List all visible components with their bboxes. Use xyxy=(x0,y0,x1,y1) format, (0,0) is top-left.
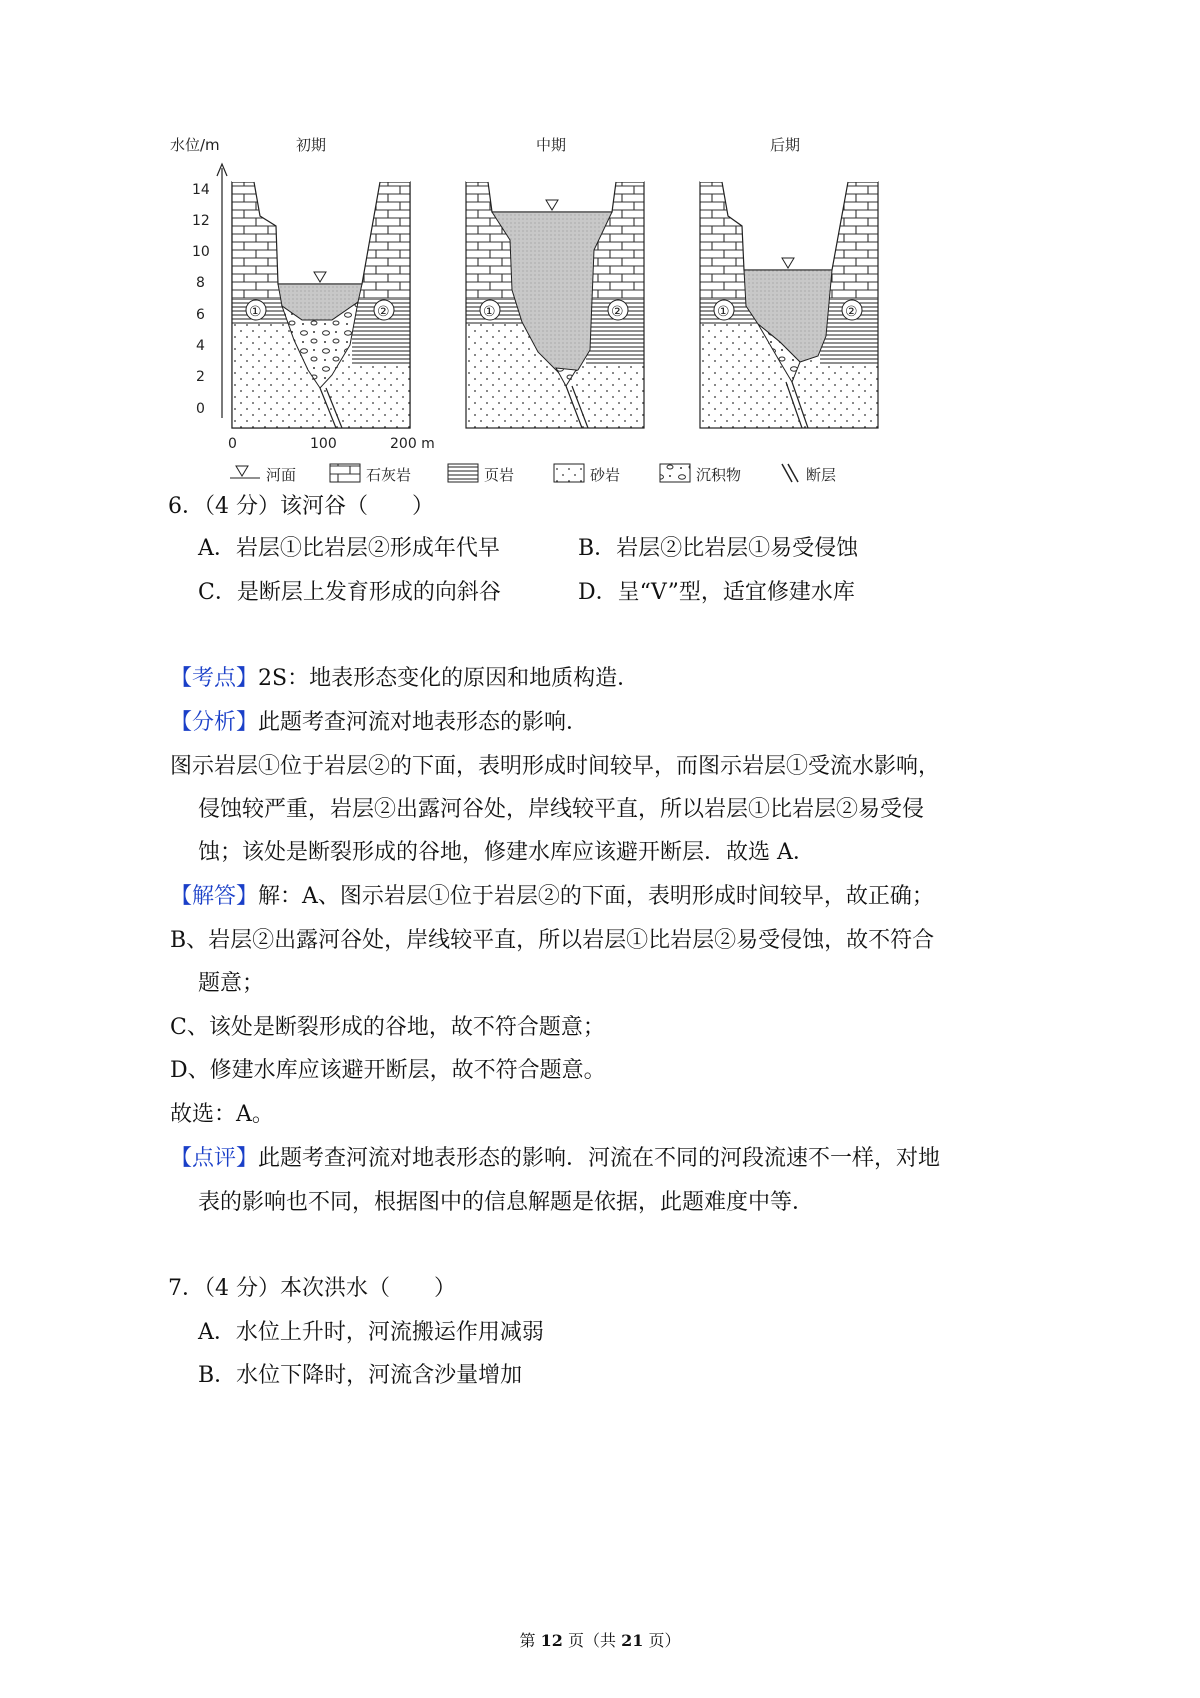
q7-option-b: B．水位下降时，河流含沙量增加 xyxy=(198,1363,523,1388)
legend-river-surface-icon xyxy=(230,466,260,478)
y-tick: 0 xyxy=(196,401,205,417)
footer-mid: 页（共 xyxy=(562,1631,622,1650)
analysis-para-line1: 图示岩层①位于岩层②的下面，表明形成时间较早，而图示岩层①受流水影响， xyxy=(170,754,941,779)
fenxi-line xyxy=(170,708,588,738)
layer-label-2: ② xyxy=(611,304,624,320)
y-tick: 6 xyxy=(196,307,205,323)
y-tick: 4 xyxy=(196,338,205,354)
legend xyxy=(230,464,836,484)
dianping-text: 此题考查河流对地表形态的影响．河流在不同的河段流速不一样，对地 xyxy=(258,1146,941,1171)
jieda-text: 解：A、图示岩层①位于岩层②的下面，表明形成时间较早，故正确； xyxy=(258,884,934,909)
layer-label-2: ② xyxy=(845,304,858,320)
jieda-line xyxy=(170,882,934,912)
q7-stem: 7．（4 分）本次洪水（ ） xyxy=(168,1276,456,1301)
layer-label-1: ① xyxy=(483,304,496,320)
y-tick: 12 xyxy=(192,213,210,229)
legend-sandstone-icon xyxy=(554,464,584,482)
y-tick: 14 xyxy=(192,182,210,198)
panel-title-early: 初期 xyxy=(296,136,327,154)
legend-fault-icon xyxy=(782,464,798,482)
footer-pre: 第 xyxy=(519,1631,541,1650)
panel-late xyxy=(700,170,878,428)
legend-shale-icon xyxy=(448,464,478,482)
panel-title-middle: 中期 xyxy=(536,136,567,154)
kaodian-tag: 【考点】 xyxy=(170,666,259,691)
x-tick: 200 m xyxy=(390,436,435,452)
page-footer xyxy=(0,1628,1200,1651)
fenxi-text: 此题考查河流对地表形态的影响． xyxy=(258,710,589,735)
x-tick: 100 xyxy=(310,436,337,452)
kaodian-text: 2S：地表形态变化的原因和地质构造． xyxy=(258,666,640,691)
legend-sandstone: 砂岩 xyxy=(590,466,621,484)
answer-b-line1: B、岩层②出露河谷处，岸线较平直，所以岩层①比岩层②易受侵蚀，故不符合 xyxy=(170,928,935,953)
layer-label-1: ① xyxy=(249,304,262,320)
legend-sediment: 沉积物 xyxy=(696,466,742,484)
jieda-tag: 【解答】 xyxy=(170,884,259,909)
footer-post: 页） xyxy=(643,1631,681,1650)
kaodian-line xyxy=(170,664,639,694)
dianping-line2: 表的影响也不同，根据图中的信息解题是依据，此题难度中等． xyxy=(198,1190,815,1215)
y-ticks xyxy=(192,182,210,417)
legend-river-surface: 河面 xyxy=(266,466,297,484)
y-tick: 8 xyxy=(196,275,205,291)
x-tick: 0 xyxy=(228,436,237,452)
panel-middle xyxy=(466,170,644,428)
analysis-para-line3: 蚀；该处是断裂形成的谷地，修建水库应该避开断层．故选 A． xyxy=(198,840,815,865)
answer-c: C、该处是断裂形成的谷地，故不符合题意； xyxy=(170,1015,605,1040)
legend-limestone-icon xyxy=(330,464,360,482)
dianping-tag: 【点评】 xyxy=(170,1146,259,1171)
q6-option-c: C．是断层上发育形成的向斜谷 xyxy=(198,580,501,605)
panel-early xyxy=(232,170,410,428)
legend-sediment-icon xyxy=(660,464,690,482)
answer-d: D、修建水库应该避开断层，故不符合题意。 xyxy=(170,1058,606,1083)
layer-label-2: ② xyxy=(377,304,390,320)
q6-option-a: A．岩层①比岩层②形成年代早 xyxy=(198,536,500,561)
analysis-para-line2: 侵蚀较严重，岩层②出露河谷处，岸线较平直，所以岩层①比岩层②易受侵 xyxy=(198,797,925,822)
legend-limestone: 石灰岩 xyxy=(366,466,412,484)
q6-option-b: B．岩层②比岩层①易受侵蚀 xyxy=(578,536,859,561)
footer-total-pages: 21 xyxy=(621,1631,644,1650)
y-tick: 10 xyxy=(192,244,210,260)
layer-label-1: ① xyxy=(717,304,730,320)
q6-option-d: D．呈“V”型，适宜修建水库 xyxy=(578,580,855,605)
answer-b-line2: 题意； xyxy=(198,971,265,996)
river-valley-figure xyxy=(170,130,1070,530)
panel-title-late: 后期 xyxy=(770,136,801,154)
dianping-line xyxy=(170,1144,940,1174)
footer-page-number: 12 xyxy=(540,1631,563,1650)
legend-fault: 断层 xyxy=(806,466,837,484)
q6-stem: 6．（4 分）该河谷（ ） xyxy=(168,494,434,519)
fenxi-tag: 【分析】 xyxy=(170,710,259,735)
final-answer: 故选：A。 xyxy=(170,1102,274,1127)
y-tick: 2 xyxy=(196,369,205,385)
legend-shale: 页岩 xyxy=(484,466,515,484)
q7-option-a: A．水位上升时，河流搬运作用减弱 xyxy=(198,1320,544,1345)
y-axis-label: 水位/m xyxy=(170,136,220,154)
